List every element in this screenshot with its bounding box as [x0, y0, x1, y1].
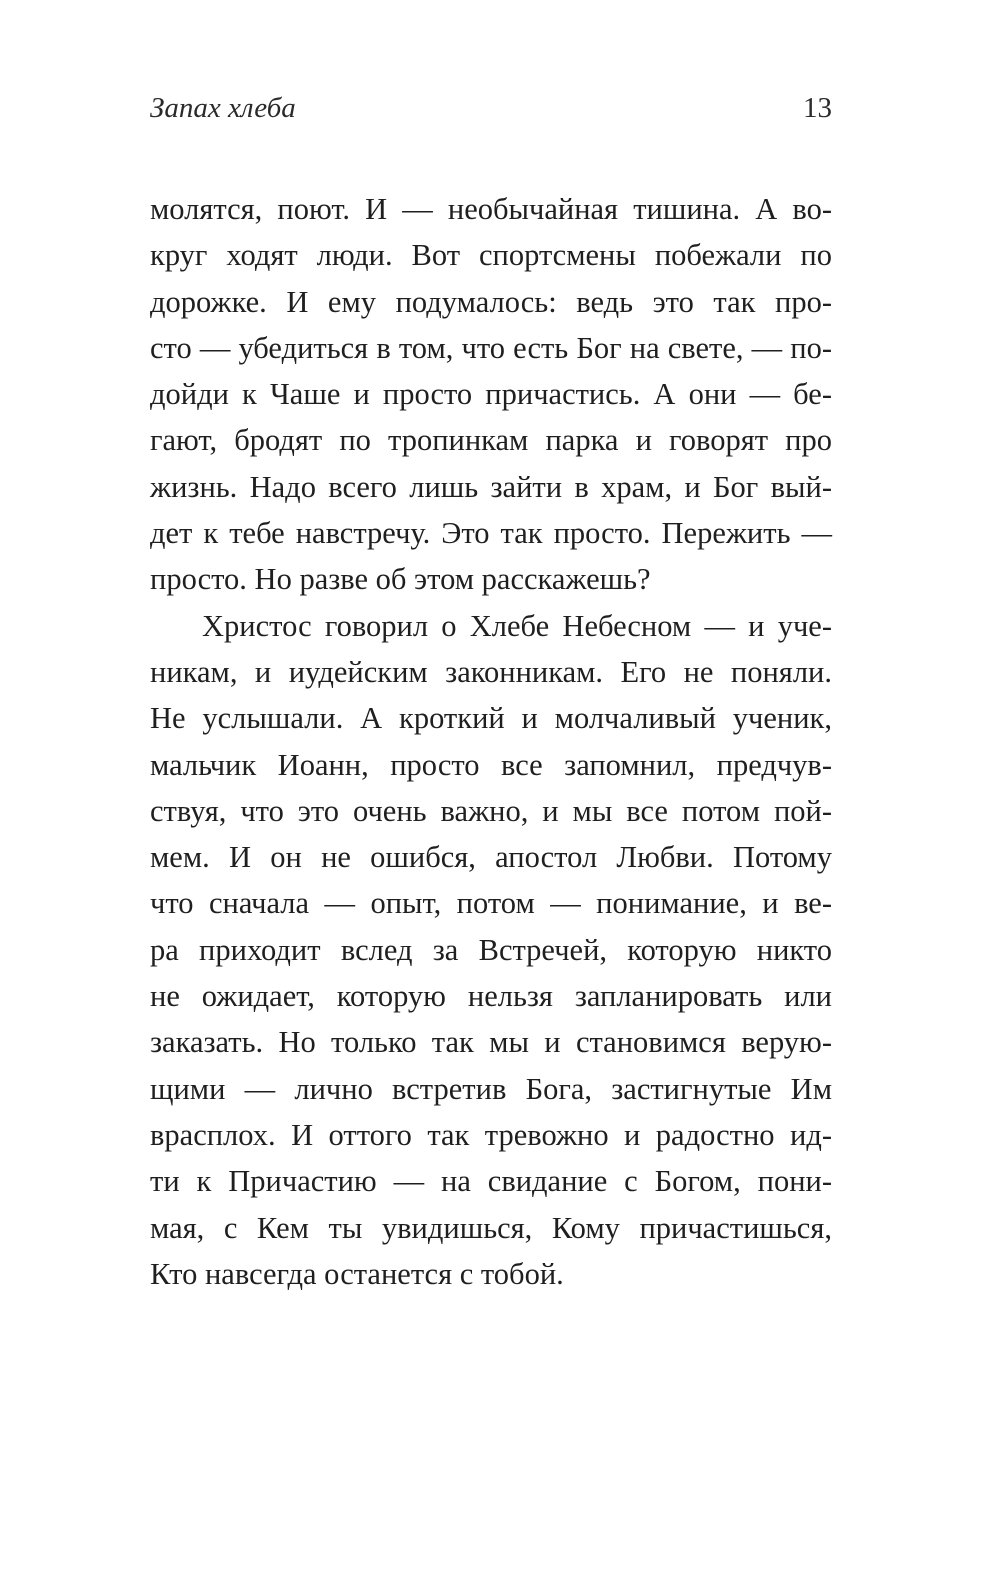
text-line: Христос говорил о Хлебе Небесном — и уче-: [202, 608, 832, 643]
text-line: Не услышали. А кроткий и молчаливый ученик,: [150, 701, 832, 736]
text-line: заказать. Но только так мы и становимся верую-: [150, 1025, 832, 1060]
text-line: мем. И он не ошибся, апостол Любви. Потому: [150, 840, 832, 875]
text-line: мальчик Иоанн, просто все запомнил, предчув-: [150, 747, 832, 782]
text-line: дорожке. И ему подумалось: ведь это так про-: [150, 284, 832, 319]
text-line: мая, с Кем ты увидишься, Кому причастишься,: [150, 1210, 832, 1245]
text-line: ти к Причастию — на свидание с Богом, пони-: [150, 1164, 832, 1199]
text-line: дет к тебе навстречу. Это так просто. Пережить —: [150, 516, 832, 551]
running-title: Запах хлеба: [150, 92, 296, 124]
text-line: дойди к Чаше и просто причастись. А они — бе-: [150, 377, 832, 412]
text-line: что сначала — опыт, потом — понимание, и ве-: [150, 886, 832, 921]
text-line: Кто навсегда останется с тобой.: [150, 1256, 564, 1291]
text-line: жизнь. Надо всего лишь зайти в храм, и Бог вый-: [150, 469, 832, 504]
running-head: [150, 88, 832, 128]
text-line: молятся, поют. И — необычайная тишина. А во-: [150, 192, 832, 226]
text-line: сто — убедиться в том, что есть Бог на свете, — по-: [150, 330, 832, 365]
text-line: не ожидает, которую нельзя запланировать или: [150, 979, 832, 1014]
body-text: [150, 186, 832, 1297]
text-line: щими — лично встретив Бога, застигнутые Им: [150, 1071, 832, 1106]
text-line: круг ходят люди. Вот спортсмены побежали по: [150, 238, 832, 273]
text-line: гают, бродят по тропинкам парка и говорят про: [150, 423, 832, 458]
text-line: ствуя, что это очень важно, и мы все потом пой-: [150, 793, 832, 828]
text-line: ра приходит вслед за Встречей, которую никто: [150, 932, 832, 967]
text-line: никам, и иудейским законникам. Его не поняли.: [150, 654, 832, 689]
page-number: 13: [803, 92, 832, 124]
text-line: врасплох. И оттого так тревожно и радостно ид-: [150, 1117, 832, 1152]
text-line: просто. Но разве об этом расскажешь?: [150, 562, 651, 597]
